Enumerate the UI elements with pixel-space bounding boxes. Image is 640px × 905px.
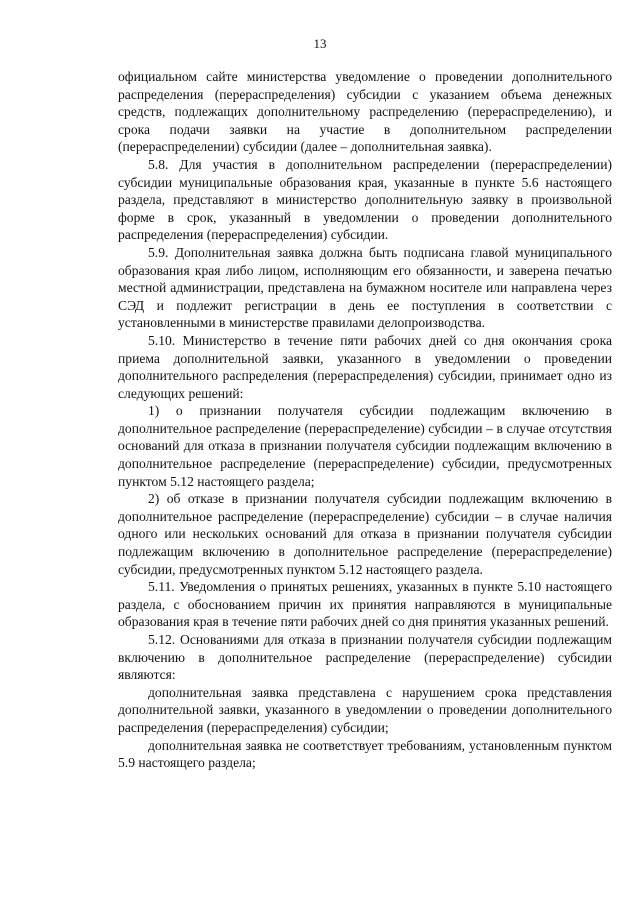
paragraph-5-10-item-2: 2) об отказе в признании получателя субсидии подлежащим включению в дополнительное распределение (перераспределение) субсидии – в случае наличия одного или нескольких оснований для отказа в признании получателя субсидии подлежащим включению в дополнительное распределение (перераспределение) субсидии, предусмотренных пунктом 5.12 настоящего раздела.: [118, 491, 612, 577]
paragraph-5-8: 5.8. Для участия в дополнительном распределении (перераспределении) субсидии муниципальные образования края, указанные в пункте 5.6 настоящего раздела, представляют в министерство дополнительную заявку в произвольной форме в срок, указанный в уведомлении о проведении дополнительного распределения (перераспределения) субсидии.: [118, 156, 612, 243]
paragraph-continuation: официальном сайте министерства уведомление о проведении дополнительного распределения (перераспределения) субсидии с указанием объема денежных средств, подлежащих дополнительному распределению (перераспределению), и срока подачи заявки на участие в дополнительном распределении (перераспределении) субсидии (далее – дополнительная заявка).: [118, 69, 612, 155]
paragraph-5-11: 5.11. Уведомления о принятых решениях, указанных в пункте 5.10 настоящего раздела, с обоснованием причин их принятия направляются в муниципальные образования края в течение пяти рабочих дней со дня принятия указанных решений.: [118, 579, 612, 630]
paragraph-5-10: 5.10. Министерство в течение пяти рабочих дней со дня окончания срока приема дополнительной заявки, указанного в уведомлении о проведении дополнительного распределения (перераспределения) субсидии, принимает одно из следующих решений:: [118, 332, 612, 401]
paragraph-5-12-ground-1: дополнительная заявка представлена с нарушением срока представления дополнительной заявки, указанного в уведомлении о проведении дополнительного распределения (перераспределения) субсидии;: [118, 684, 612, 735]
document-body: [118, 68, 612, 772]
paragraph-5-10-item-1: 1) о признании получателя субсидии подлежащим включению в дополнительное распределение (перераспределение) субсидии – в случае отсутствия оснований для отказа в признании получателя субсидии подлежащим включению в дополнительное распределение (перераспределение) субсидии, предусмотренных пунктом 5.12 настоящего раздела;: [118, 403, 612, 489]
page-number: 13: [313, 36, 327, 51]
paragraph-5-12-ground-2: дополнительная заявка не соответствует требованиям, установленным пунктом 5.9 настоящего раздела;: [118, 737, 612, 771]
paragraph-5-9: 5.9. Дополнительная заявка должна быть подписана главой муниципального образования края либо лицом, исполняющим его обязанности, и заверена печатью местной администрации, представлена на бумажном носителе или направлена через СЭД и подлежит регистрации в день ее поступления в соответствии с установленными в министерстве правилами делопроизводства.: [118, 244, 612, 331]
paragraph-5-12: 5.12. Основаниями для отказа в признании получателя субсидии подлежащим включению в дополнительное распределение (перераспределение) субсидии являются:: [118, 632, 612, 683]
